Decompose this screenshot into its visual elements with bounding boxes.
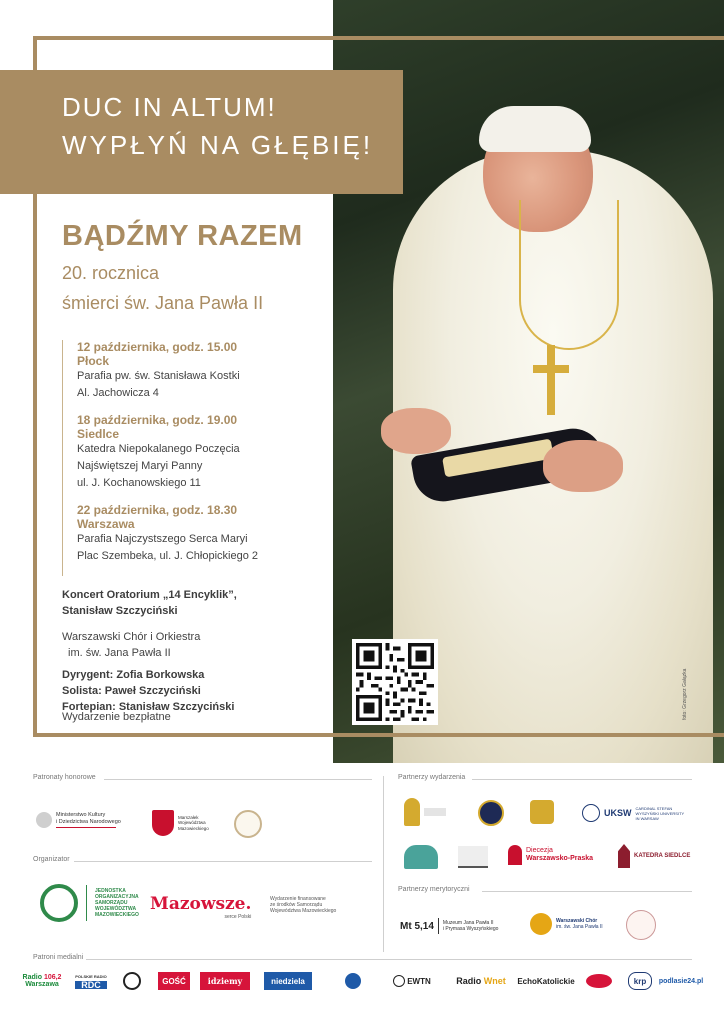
logo-mazowsze: [150, 894, 251, 920]
event-address: Plac Szembeka, ul. J. Chłopickiego 2: [77, 550, 258, 562]
university-seal-icon: [582, 804, 600, 822]
logo-museum: [400, 918, 498, 934]
ministry-underline: [56, 827, 116, 828]
section-label-honorary: Patronaty honorowe: [33, 774, 96, 781]
motto-banner: [0, 70, 403, 194]
logo-echo: EchoKatolickie: [517, 976, 575, 986]
logo-partner-chalice: [404, 798, 446, 826]
logo-radio-circle: [122, 972, 142, 990]
section-rule: [472, 779, 692, 780]
logo-marshal: [152, 810, 209, 836]
event-item: [77, 413, 322, 492]
wnet-line2: Wnet: [483, 976, 506, 986]
pianist: Fortepian: Stanisław Szczyciński: [62, 701, 235, 713]
section-rule: [104, 779, 372, 780]
concert-info: [62, 587, 332, 715]
coat-of-arms-icon: [152, 810, 174, 836]
logo-krdp: [584, 972, 614, 990]
partner-text-block: [424, 808, 446, 816]
uksw-name: UKSW: [604, 808, 632, 818]
choir-emblem-icon: [530, 913, 552, 935]
ewtn-name: EWTN: [407, 976, 431, 986]
logo-jp2-institute: [40, 884, 139, 922]
logo-choir: [530, 913, 603, 935]
radio-frequency: 106,2: [43, 974, 62, 981]
section-label-content-partners: Partnerzy merytoryczni: [398, 886, 470, 893]
marshal-line3: Mazowieckiego: [178, 825, 209, 831]
cathedral-icon: [618, 844, 630, 868]
unit-line2: ORGANIZACYJNA: [95, 894, 139, 900]
logo-radio-warszawa: [20, 972, 64, 990]
mazowsze-wordmark: Mazowsze.: [150, 894, 252, 914]
stamp-icon: [626, 910, 656, 940]
ministry-line2: i Dziedzictwa Narodowego: [56, 818, 121, 825]
motto-line1: DUC IN ALTUM!: [62, 92, 277, 122]
marshal-line1: Marszałek: [178, 814, 199, 820]
marshal-line2: Województwa: [178, 820, 206, 826]
event-date: 18 października, godz. 19.00: [77, 413, 238, 427]
qr-code-icon[interactable]: [352, 639, 438, 725]
logo-gosc: GOŚĆ: [158, 972, 190, 990]
diocese-line2: Warszawsko-Praska: [526, 855, 594, 862]
krdp-icon: [586, 974, 612, 988]
event-venue: Parafia Najczystszego Serca Maryi: [77, 533, 248, 545]
radio-circle-icon: [123, 972, 141, 990]
section-label-organizer: Organizator: [33, 856, 70, 863]
choir-patron: im. św. Jana Pawła II: [68, 647, 171, 659]
logo-partner-lion: [478, 800, 504, 826]
diocese-emblem-icon: [508, 845, 522, 865]
logo-media-blue: [328, 972, 378, 990]
logo-partner-crest: [530, 800, 554, 824]
event-venue: Parafia pw. św. Stanisława Kostki: [77, 370, 240, 382]
event-venue-cont: Najświętszej Maryi Panny: [77, 460, 203, 472]
logo-cathedral-siedlce: [618, 844, 690, 868]
museum-divider: [438, 918, 439, 934]
logo-uksw: [582, 804, 684, 822]
uksw-line1: CARDINAL STEFAN: [635, 805, 673, 811]
logo-niedziela: niedziela: [264, 972, 312, 990]
logo-stamp: [626, 910, 656, 940]
event-city: Płock: [77, 354, 110, 368]
unit-line5: MAZOWIECKIEGO: [95, 912, 139, 918]
financing-line1: Wydarzenie finansowane: [270, 896, 326, 902]
logo-partner-church: [404, 845, 438, 869]
section-rule: [482, 891, 692, 892]
eagle-icon: [36, 812, 52, 828]
soloist: Solista: Paweł Szczyciński: [62, 685, 201, 697]
choir-name: Warszawski Chór i Orkiestra: [62, 631, 201, 643]
event-item: [77, 503, 322, 565]
financing-note: [270, 896, 336, 914]
lion-emblem-icon: [478, 800, 504, 826]
museum-line1: Muzeum Jana Pawła II: [442, 920, 494, 926]
logo-diocese: [508, 845, 593, 865]
logo-radio-wnet: [454, 972, 508, 990]
unit-line4: WOJEWÓDZTWA: [95, 906, 137, 912]
organizer-divider: [86, 885, 87, 921]
logo-rdc: [70, 972, 112, 990]
mazowsze-tagline: serce Polski: [224, 914, 252, 920]
event-city: Siedlce: [77, 427, 120, 441]
event-date: 12 października, godz. 15.00: [77, 340, 238, 354]
museum-verse: Mt 5,14: [400, 920, 434, 932]
subtitle-anniversary: 20. rocznica: [62, 263, 160, 283]
concert-composer: Stanisław Szczyciński: [62, 605, 178, 617]
choir-logo-line2: im. św. Jana Pawła II: [556, 924, 603, 930]
logo-idziemy: idziemy: [200, 972, 250, 990]
institute-seal-icon: [40, 884, 78, 922]
rdc-line1: POLSKIE RADIO: [75, 974, 107, 979]
financing-line2: ze środków Samorządu: [270, 902, 323, 908]
photo-credit: foto: Grzegorz Gałązka: [682, 668, 688, 720]
cathedral-name: KATEDRA SIEDLCE: [634, 852, 691, 859]
section-label-media: Patroni medialni: [33, 954, 84, 961]
section-rule: [86, 959, 692, 960]
event-venue: Katedra Niepokalanego Poczęcia: [77, 443, 240, 455]
sponsor-divider: [383, 776, 384, 952]
basilica-icon: [458, 846, 488, 868]
section-label-partners: Partnerzy wydarzenia: [398, 774, 466, 781]
event-address: ul. J. Kochanowskiego 11: [77, 477, 201, 489]
radio-name: Warszawa: [25, 981, 59, 988]
logo-krp: krp: [628, 972, 652, 990]
page-title: BĄDŹMY RAZEM: [62, 220, 303, 252]
logo-podlasie24: podlasie24.pl: [658, 977, 704, 985]
event-item: [77, 340, 322, 402]
wnet-line1: Radio: [456, 976, 482, 986]
logo-bishop-seal: [234, 810, 262, 838]
concert-title: Koncert Oratorium „14 Encyklik”,: [62, 589, 237, 601]
event-address: Al. Jachowicza 4: [77, 387, 159, 399]
crest-icon: [530, 800, 554, 824]
rdc-line2: RDC: [75, 981, 107, 989]
unit-line3: SAMORZĄDU: [95, 900, 128, 906]
uksw-line3: IN WARSAW: [635, 815, 659, 821]
media-globe-icon: [345, 973, 361, 989]
ewtn-globe-icon: [393, 975, 405, 987]
chalice-icon: [404, 798, 420, 826]
uksw-line2: WYSZYŃSKI UNIVERSITY: [635, 810, 685, 816]
church-icon: [404, 845, 438, 869]
logo-ministry: [36, 812, 121, 828]
seal-icon: [234, 810, 262, 838]
motto-line2: WYPŁYŃ NA GŁĘBIĘ!: [62, 130, 374, 160]
logo-partner-stanislawowa: [458, 846, 488, 868]
diocese-line1: Diecezja: [526, 847, 553, 854]
choir-logo-line1: Warszawski Chór: [556, 918, 598, 924]
subtitle-death: śmierci św. Jana Pawła II: [62, 293, 264, 313]
financing-line3: Województwa Mazowieckiego: [270, 908, 337, 914]
event-city: Warszawa: [77, 517, 135, 531]
event-date: 22 października, godz. 18.30: [77, 503, 238, 517]
ministry-line1: Ministerstwo Kultury: [56, 812, 106, 818]
free-event-note: Wydarzenie bezpłatne: [62, 711, 171, 723]
radio-label: Radio: [22, 974, 42, 981]
unit-line1: JEDNOSTKA: [95, 888, 126, 894]
logo-ewtn: [390, 972, 434, 990]
museum-line2: i Prymasa Wyszyńskiego: [442, 926, 499, 932]
conductor: Dyrygent: Zofia Borkowska: [62, 669, 205, 681]
section-rule: [74, 861, 372, 862]
events-list: [62, 340, 322, 576]
